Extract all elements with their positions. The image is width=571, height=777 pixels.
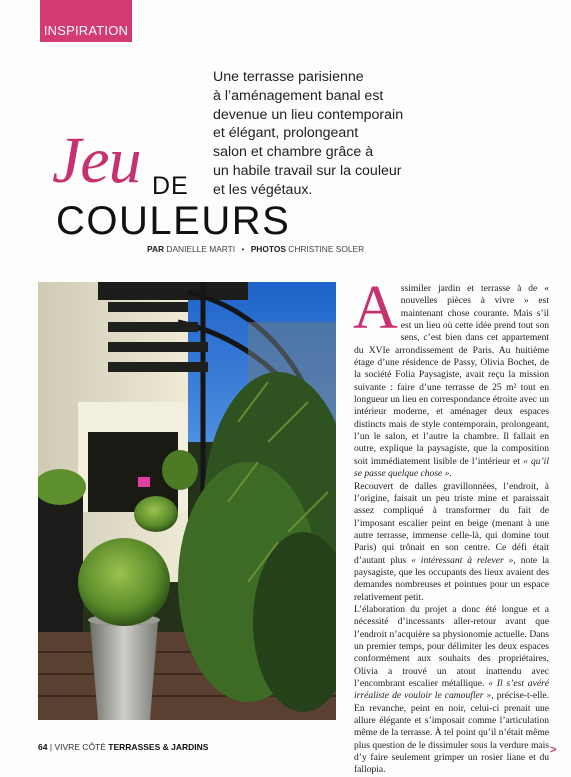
paragraph-text: L’élaboration du projet a donc été longue et a nécessité d’incessants aller-retour avant que l’endroit n’acquière sa physionomie actuelle. Dans un premier temps, pour délimiter les deux espaces conformément aux souhaits des propriétaires, Olivia a trouvé un atout inattendu avec l’encombrant escalier métallique. xyxy=(354,603,549,689)
intro-line: un habile travail sur la couleur xyxy=(213,162,402,179)
quote-text: « intéressant à relever » xyxy=(411,554,514,566)
byline-photographer: CHRISTINE SOLER xyxy=(288,244,365,254)
next-page-arrow-icon: > xyxy=(550,744,557,756)
intro-text xyxy=(213,68,543,200)
section-tag: INSPIRATION xyxy=(40,0,132,42)
paragraph-text: , note la paysagiste, que les occupants des lieux avaient des demandes nombreuses et pointues pour un espace relativement petit. xyxy=(354,554,549,603)
magazine-name: VIVRE CÔTÉ xyxy=(54,742,106,752)
page-footer xyxy=(38,742,208,752)
title-couleurs: COULEURS xyxy=(56,199,291,243)
byline xyxy=(147,244,364,254)
article-paragraph xyxy=(353,274,549,481)
footer-separator: | xyxy=(49,742,53,752)
intro-line: salon et chambre grâce à xyxy=(213,144,374,161)
title-de: DE xyxy=(152,172,189,200)
terrace-photo-illustration xyxy=(38,282,336,720)
page-number: 64 xyxy=(38,742,48,752)
byline-par-label: PAR xyxy=(147,244,165,254)
byline-author: DANIELLE MARTI xyxy=(166,244,236,254)
magazine-section: TERRASSES & JARDINS xyxy=(108,742,209,752)
article-paragraph xyxy=(354,604,549,777)
title-jeu: Jeu xyxy=(52,124,141,197)
byline-photos-label: PHOTOS xyxy=(250,244,286,254)
intro-line: Une terrasse parisienne xyxy=(213,69,364,85)
article-paragraph xyxy=(354,481,549,604)
quote-text: « qu’il se passe quelque chose ». xyxy=(354,455,549,480)
intro-line: devenue un lieu contemporain xyxy=(213,106,404,123)
quote-text: « Il s’est avéré irréaliste de vouloir le camoufler » xyxy=(354,678,550,702)
paragraph-text: , précise-t-elle. En revanche, peint en noir, celui-ci prenait une allure élégante et s’imposait comme l’articulation même de la terrasse. À tel point qu’il n’était même plus question de le dissimuler sous la verdure mais d’y faire seulement grimper un rosier liane et du fallopia. xyxy=(354,690,549,776)
intro-line: à l’aménagement banal est xyxy=(213,87,384,104)
terrace-photo xyxy=(38,282,336,720)
article-body xyxy=(353,274,550,777)
drop-cap: A xyxy=(353,274,398,342)
intro-line: et les végétaux. xyxy=(213,181,313,198)
paragraph-text: Recouvert de dalles gravillonnées, l’endroit, à l’origine, faisait un peu triste mine et paraissait assez compliqué à transformer du fait de l’imposant escalier peint en beige (menant à une autre terrasse, immense celle-là, qui domine tout Paris) qui trônait en son centre. Ce défi était d’autant plus xyxy=(354,480,549,566)
paragraph-text: ssimiler jardin et terrasse à de « nouvelles pièces à vivre » est maintenant chose courante. Mais s’il est un lieu où cette idée prend tout son sens, c’est bien dans cet appartement du XVIe arrondissement de Paris. Au huitième étage d’une résidence de Passy, Olivia Bochet, de la société Folia Paysagiste, avait reçu la mission suivante : faire d’une terrasse de 25 m² tout en longueur un lieu en correspondance étroite avec un intérieur moderne, et aménager deux espaces distincts mais de style contemporain, prolongeant, l’un le salon, et l’autre la chambre. Il fallait en outre, explique la paysagiste, que la composition soit immédiatement lisible de l’intérieur et xyxy=(354,283,549,467)
intro-line: et élégant, prolongeant xyxy=(213,125,359,142)
byline-separator: • xyxy=(241,244,245,254)
